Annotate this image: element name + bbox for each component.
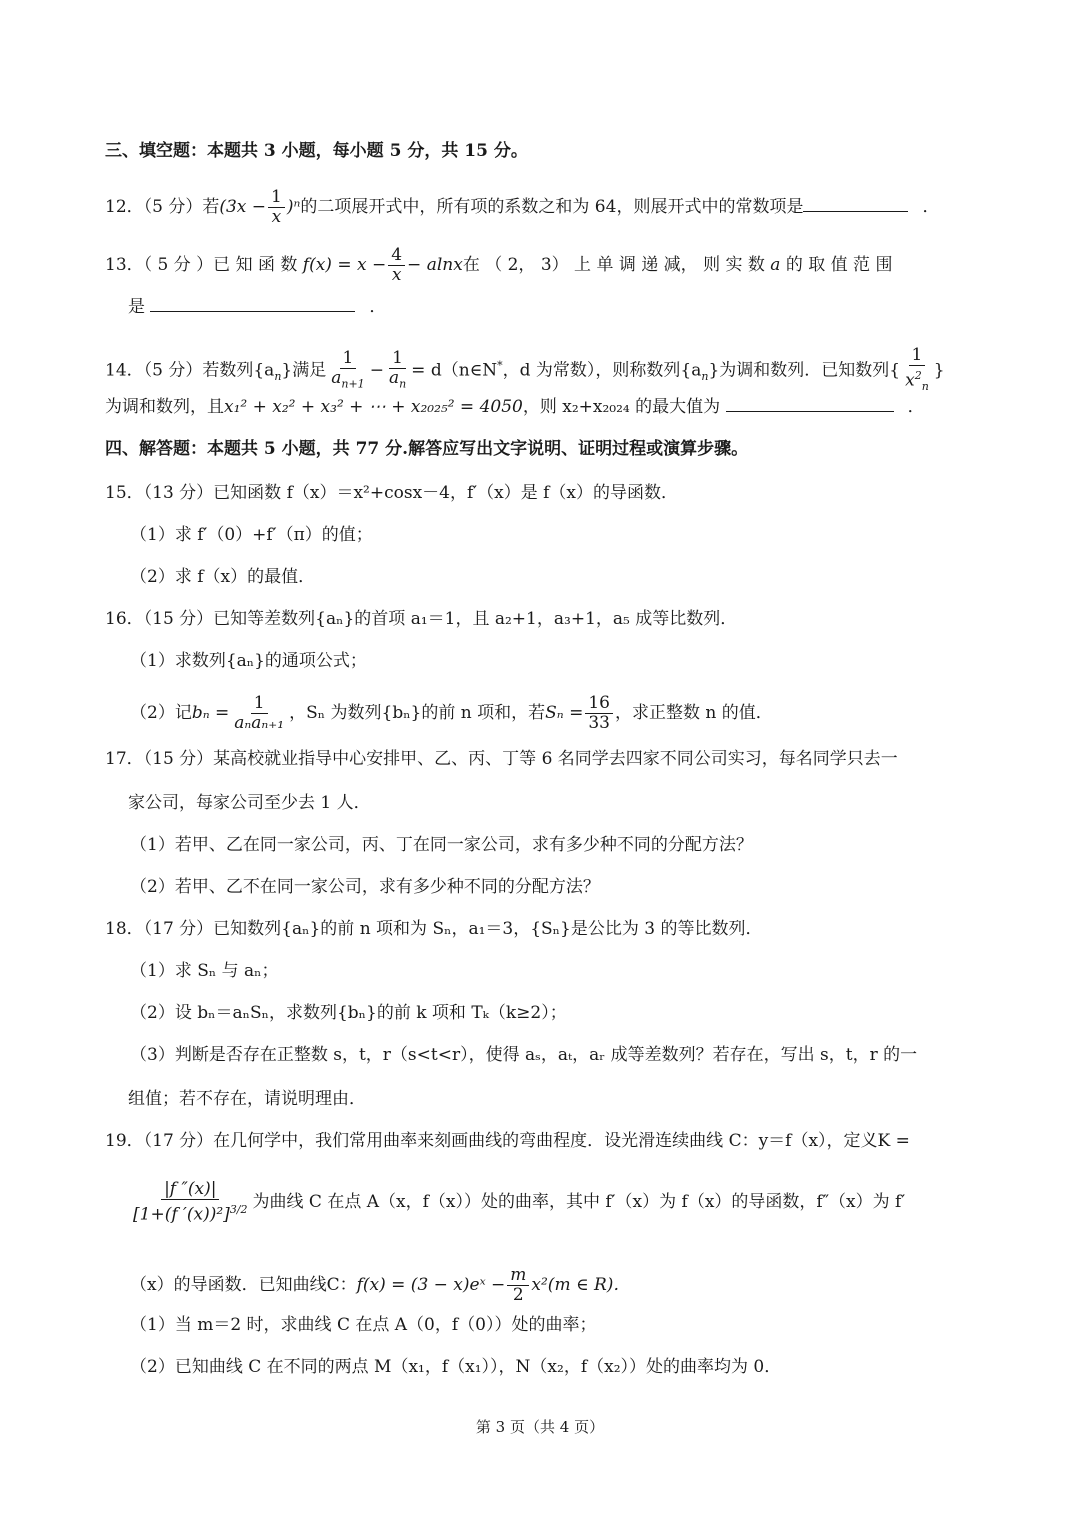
- q16-fraction-2: $\frac{16}{33}$: [585, 694, 613, 733]
- question-13: 13．（ 5 分 ）已 知 函 数 f(x) = x − $\frac{4}{x}$ − alnx在 （ 2， 3） 上 单 调 递 减， 则 实 数 a 的 取 值 范 围: [105, 245, 893, 285]
- section-3-title: 三、填空题：本题共 3 小题，每小题 5 分，共 15 分。: [105, 141, 528, 161]
- section-4-title: 四、解答题：本题共 5 小题，共 77 分.解答应写出文字说明、证明过程或演算步骤。: [105, 439, 749, 459]
- question-19-line3: （x）的导函数．已知曲线C：f(x) = (3 − x)eˣ − $\frac{m}{2}$ x²(m ∈ R)．: [130, 1265, 631, 1305]
- question-16: 16．（15 分）已知等差数列{aₙ}的首项 a₁＝1，且 a₂+1，a₃+1，a₅ 成等比数列．: [105, 609, 738, 629]
- question-16-part-2: （2）记bₙ = $\frac{1}{\text{aₙaₙ₊₁}}$ ，Sₙ 为数列{bₙ}的前 n 项和，若Sₙ = $\frac{16}{33}$ ，求正整数 n 的值．: [130, 693, 773, 733]
- question-16-part-1: （1）求数列{aₙ}的通项公式；: [130, 651, 367, 671]
- q19-fraction: $\frac{m}{2}$: [507, 1266, 529, 1305]
- q12-fraction: $\frac{1}{x}$: [268, 188, 285, 227]
- question-18-part-1: （1）求 Sₙ 与 aₙ；: [130, 961, 279, 981]
- question-19: 19．（17 分）在几何学中，我们常用曲率来刻画曲线的弯曲程度．设光滑连续曲线 C：y＝f（x），定义K =: [105, 1131, 910, 1151]
- answer-blank[interactable]: [150, 297, 355, 312]
- q16-fraction-1: $\frac{1}{\text{aₙaₙ₊₁}}$: [234, 693, 285, 733]
- question-18-part-3: （3）判断是否存在正整数 s，t，r（s<t<r），使得 aₛ，aₜ，aᵣ 成等差数列？若存在，写出 s，t，r 的一: [130, 1045, 918, 1065]
- question-17-line2: 家公司，每家公司至少去 1 人．: [128, 793, 371, 813]
- curvature-formula: $\frac{|f ''(x)|}{[1+(f '(x))^2]^{3/2}}$: [133, 1179, 248, 1225]
- question-14: 14．（5 分）若数列$\{a_n\}$满足 $\frac{1}{a_{n+1}}$ − $\frac{1}{a_n}$ = d（n∈N*，d 为常数），则称数列$\{a_n\}$为调和数列．已知数列{ $\frac{1}{x^2_n}$ }: [105, 346, 945, 396]
- question-19-part-2: （2）已知曲线 C 在不同的两点 M（x₁，f（x₁）），N（x₂，f（x₂））处的曲率均为 0．: [130, 1357, 782, 1377]
- q14-fraction-2: $\frac{1}{a_n}$: [388, 347, 407, 391]
- q14-fraction-1: $\frac{1}{a_{n+1}}$: [331, 347, 365, 391]
- question-18-part-2: （2）设 bₙ＝aₙSₙ，求数列{bₙ}的前 k 项和 Tₖ（k≥2）；: [130, 1003, 567, 1023]
- question-17-part-2: （2）若甲、乙不在同一家公司，求有多少种不同的分配方法？: [130, 877, 600, 897]
- q14-fraction-3: $\frac{1}{x^2_n}$: [905, 345, 929, 394]
- page-footer: 第 3 页（共 4 页）: [475, 1418, 605, 1436]
- answer-blank[interactable]: [803, 197, 908, 212]
- answer-blank[interactable]: [726, 397, 894, 412]
- question-15-part-2: （2）求 f（x）的最值．: [130, 567, 316, 587]
- question-17-part-1: （1）若甲、乙在同一家公司，丙、丁在同一家公司，求有多少种不同的分配方法？: [130, 835, 753, 855]
- question-14-line2: 为调和数列，且x₁² + x₂² + x₃² + ⋯ + x₂₀₂₅² = 4050，则 x₂+x₂₀₂₄ 的最大值为 ．: [105, 397, 925, 417]
- question-15: 15．（13 分）已知函数 f（x）＝x²+cosx－4，f′（x）是 f（x）的导函数．: [105, 483, 679, 503]
- question-13-line2: 是 ．: [128, 297, 387, 317]
- question-12: 12．（5 分）若(3x − $\frac{1}{x}$ )ⁿ的二项展开式中，所有项的系数之和为 64，则展开式中的常数项是 ．: [105, 187, 940, 227]
- question-18: 18．（17 分）已知数列{aₙ}的前 n 项和为 Sₙ，a₁＝3，{Sₙ}是公比为 3 的等比数列．: [105, 919, 763, 939]
- question-18-line5: 组值；若不存在，请说明理由．: [128, 1089, 366, 1109]
- q13-fraction: $\frac{4}{x}$: [388, 246, 405, 285]
- question-17: 17．（15 分）某高校就业指导中心安排甲、乙、丙、丁等 6 名同学去四家不同公司实习，每名同学只去一: [105, 749, 898, 769]
- question-19-part-1: （1）当 m＝2 时，求曲线 C 在点 A（0，f（0））处的曲率；: [130, 1315, 597, 1335]
- question-19-line2: $\frac{|f ''(x)|}{[1+(f '(x))^2]^{3/2}}$ 为曲线 C 在点 A（x，f（x））处的曲率，其中 f′（x）为 f（x）的导函数，f″（x）为 f′: [128, 1180, 905, 1225]
- question-15-part-1: （1）求 f′（0）+f′（π）的值；: [130, 525, 373, 545]
